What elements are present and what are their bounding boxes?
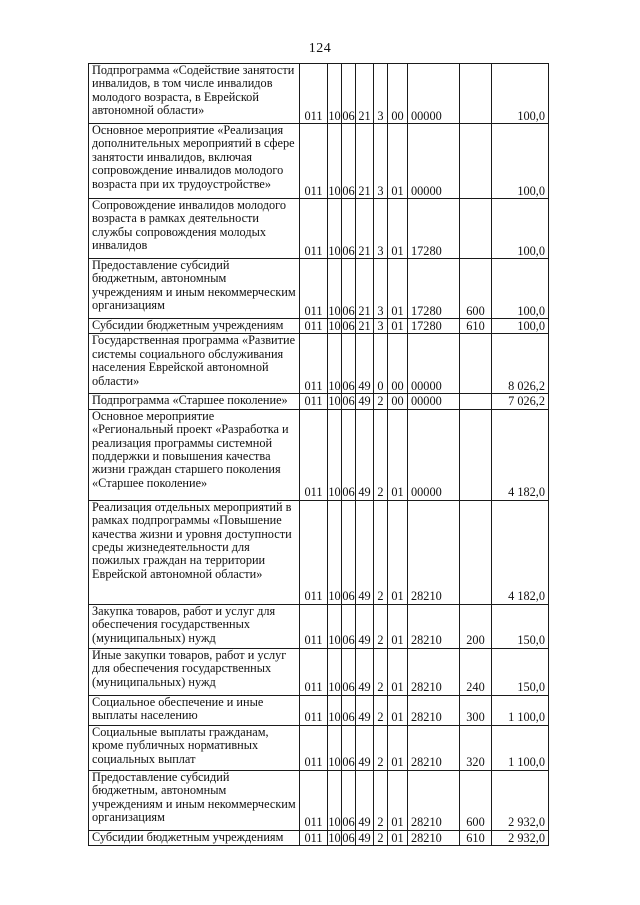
program-code-cell: 49 <box>356 725 374 770</box>
expense-type-cell: 610 <box>460 319 492 334</box>
subsection-code-cell: 06 <box>342 604 356 648</box>
table-row <box>89 500 549 604</box>
direction-code-cell: 28210 <box>408 695 460 725</box>
expense-type-cell <box>460 124 492 199</box>
subprogram-code-cell: 3 <box>374 64 388 124</box>
table-row <box>89 648 549 695</box>
row-name-cell: Сопровождение инвалидов молодого возраста в рамках деятельности службы сопровождения молодых инвалидов <box>89 199 300 259</box>
subsection-code-cell: 06 <box>342 319 355 333</box>
row-name-cell: Субсидии бюджетным учреждениям <box>89 319 300 334</box>
program-code-cell: 49 <box>356 770 374 830</box>
direction-code-cell: 28210 <box>408 648 460 695</box>
subprogram-code-cell: 3 <box>374 124 388 199</box>
ministry-code-cell: 011 <box>300 64 328 124</box>
amount-cell: 4 182,0 <box>492 409 549 500</box>
subprogram-code-cell: 2 <box>374 500 388 604</box>
event-code-cell: 01 <box>388 500 408 604</box>
section-code-cell: 10 <box>328 725 342 770</box>
row-name-cell: Реализация отдельных мероприятий в рамках подпрограммы «Повышение качества жизни и уровня доступности среды жизнедеятельности для пожилых граждан на территории Еврейской автономной области» <box>89 500 300 604</box>
program-code-cell: 21 <box>356 124 374 199</box>
program-code-cell: 49 <box>356 830 374 845</box>
event-code-cell: 01 <box>388 830 408 845</box>
direction-code-cell: 00000 <box>408 409 460 500</box>
amount-cell: 4 182,0 <box>492 500 549 604</box>
direction-code-cell: 17280 <box>408 199 460 259</box>
table-row <box>89 334 549 394</box>
subprogram-code-cell: 2 <box>374 604 388 648</box>
ministry-code-cell: 011 <box>300 770 328 830</box>
program-code-cell: 49 <box>356 500 374 604</box>
program-code-cell: 21 <box>356 319 374 334</box>
program-code-cell: 49 <box>356 394 374 409</box>
row-name-cell: Подпрограмма «Содействие занятости инвалидов, в том числе инвалидов молодого возраста, в Еврейской автономной области» <box>89 64 300 124</box>
direction-code-cell: 00000 <box>408 124 460 199</box>
direction-code-cell: 28210 <box>408 830 460 845</box>
expense-type-cell: 610 <box>460 830 492 845</box>
program-code-cell: 21 <box>356 199 374 259</box>
amount-cell: 100,0 <box>492 259 549 319</box>
subsection-code-cell: 06 <box>342 334 356 394</box>
subprogram-code-cell: 3 <box>374 319 388 334</box>
expense-type-cell <box>460 500 492 604</box>
event-code-cell: 01 <box>388 725 408 770</box>
direction-code-cell: 28210 <box>408 604 460 648</box>
table-row <box>89 199 549 259</box>
subprogram-code-cell: 3 <box>374 259 388 319</box>
amount-cell: 100,0 <box>492 124 549 199</box>
ministry-code-cell: 011 <box>300 695 328 725</box>
expense-type-cell: 240 <box>460 648 492 695</box>
row-name-cell: Субсидии бюджетным учреждениям <box>89 830 300 845</box>
subsection-code-cell: 06 <box>342 830 355 845</box>
table-row <box>89 259 549 319</box>
event-code-cell: 00 <box>388 334 408 394</box>
subprogram-code-cell: 2 <box>374 725 388 770</box>
subprogram-code-cell: 2 <box>374 770 388 830</box>
subprogram-code-cell: 2 <box>374 409 388 500</box>
event-code-cell: 01 <box>388 199 408 259</box>
amount-cell: 2 932,0 <box>492 830 549 845</box>
subsection-code-cell: 06 <box>342 199 356 259</box>
event-code-cell: 01 <box>388 409 408 500</box>
table-row <box>89 64 549 124</box>
ministry-code-cell: 011 <box>300 725 328 770</box>
subprogram-code-cell: 3 <box>374 199 388 259</box>
expense-type-cell: 300 <box>460 695 492 725</box>
ministry-code-cell: 011 <box>300 319 328 334</box>
table-row <box>89 695 549 725</box>
table-row <box>89 124 549 199</box>
subsection-code-cell: 06 <box>342 409 356 500</box>
expense-type-cell: 600 <box>460 770 492 830</box>
amount-cell: 150,0 <box>492 648 549 695</box>
row-name-cell: Государственная программа «Развитие системы социального обслуживания населения Еврейской автономной области» <box>89 334 300 394</box>
table-row <box>89 409 549 500</box>
row-name-cell: Основное мероприятие «Реализация дополнительных мероприятий в сфере занятости инвалидов, включая сопровождение инвалидов молодого возраста при их трудоустройстве» <box>89 124 300 199</box>
event-code-cell: 01 <box>388 319 408 334</box>
event-code-cell: 01 <box>388 604 408 648</box>
amount-cell: 8 026,2 <box>492 334 549 394</box>
ministry-code-cell: 011 <box>300 199 328 259</box>
event-code-cell: 00 <box>388 64 408 124</box>
section-code-cell: 10 <box>328 319 341 333</box>
subsection-code-cell: 06 <box>342 695 356 725</box>
section-code-cell: 10 <box>328 334 342 394</box>
ministry-code-cell: 011 <box>300 124 328 199</box>
amount-cell: 100,0 <box>492 319 549 334</box>
expense-type-cell <box>460 64 492 124</box>
section-code-cell: 10 <box>328 648 342 695</box>
row-name-cell: Социальное обеспечение и иные выплаты населению <box>89 695 300 725</box>
row-name-cell: Подпрограмма «Старшее поколение» <box>89 394 300 409</box>
amount-cell: 100,0 <box>492 199 549 259</box>
direction-code-cell: 17280 <box>408 319 460 334</box>
row-name-cell: Основное мероприятие «Региональный проект «Разработка и реализация программы системной поддержки и повышения качества жизни граждан старшего поколения «Старшее поколение» <box>89 409 300 500</box>
ministry-code-cell: 011 <box>300 500 328 604</box>
table-row <box>89 770 549 830</box>
amount-cell: 1 100,0 <box>492 695 549 725</box>
budget-table <box>88 63 549 846</box>
expense-type-cell <box>460 334 492 394</box>
subprogram-code-cell: 2 <box>374 695 388 725</box>
row-name-cell: Социальные выплаты гражданам, кроме публичных нормативных социальных выплат <box>89 725 300 770</box>
section-code-cell: 10 <box>328 64 342 124</box>
section-code-cell: 10 <box>328 259 342 319</box>
section-code-cell: 10 <box>328 500 342 604</box>
table-row <box>89 319 549 334</box>
direction-code-cell: 28210 <box>408 500 460 604</box>
expense-type-cell <box>460 409 492 500</box>
direction-code-cell: 28210 <box>408 770 460 830</box>
program-code-cell: 49 <box>356 604 374 648</box>
expense-type-cell: 320 <box>460 725 492 770</box>
expense-type-cell <box>460 394 492 409</box>
row-name-cell: Закупка товаров, работ и услуг для обеспечения государственных (муниципальных) нужд <box>89 604 300 648</box>
event-code-cell: 01 <box>388 695 408 725</box>
ministry-code-cell: 011 <box>300 394 328 409</box>
subsection-code-cell: 06 <box>342 725 356 770</box>
program-code-cell: 49 <box>356 409 374 500</box>
event-code-cell: 01 <box>388 770 408 830</box>
subsection-code-cell: 06 <box>342 64 356 124</box>
section-code-cell: 10 <box>328 695 342 725</box>
program-code-cell: 49 <box>356 334 374 394</box>
direction-code-cell: 00000 <box>408 334 460 394</box>
row-name-cell: Предоставление субсидий бюджетным, автономным учреждениям и иным некоммерческим организациям <box>89 770 300 830</box>
event-code-cell: 00 <box>388 394 408 409</box>
section-code-cell: 10 <box>328 604 342 648</box>
program-code-cell: 49 <box>356 648 374 695</box>
amount-cell: 100,0 <box>492 64 549 124</box>
table-row <box>89 394 549 409</box>
subsection-code-cell: 06 <box>342 259 356 319</box>
section-code-cell: 10 <box>328 830 341 845</box>
budget-table-body <box>89 64 549 846</box>
ministry-code-cell: 011 <box>300 830 328 845</box>
table-row <box>89 830 549 845</box>
expense-type-cell: 200 <box>460 604 492 648</box>
program-code-cell: 21 <box>356 259 374 319</box>
subsection-code-cell: 06 <box>342 648 356 695</box>
section-code-cell: 10 <box>328 199 342 259</box>
ministry-code-cell: 011 <box>300 648 328 695</box>
amount-cell: 2 932,0 <box>492 770 549 830</box>
direction-code-cell: 28210 <box>408 725 460 770</box>
row-name-cell: Предоставление субсидий бюджетным, автономным учреждениям и иным некоммерческим организациям <box>89 259 300 319</box>
subprogram-code-cell: 2 <box>374 394 388 409</box>
program-code-cell: 21 <box>356 64 374 124</box>
amount-cell: 1 100,0 <box>492 725 549 770</box>
ministry-code-cell: 011 <box>300 334 328 394</box>
subsection-code-cell: 06 <box>342 124 356 199</box>
subsection-code-cell: 06 <box>342 394 355 409</box>
event-code-cell: 01 <box>388 124 408 199</box>
page-number: 124 <box>308 41 332 56</box>
event-code-cell: 01 <box>388 259 408 319</box>
ministry-code-cell: 011 <box>300 409 328 500</box>
expense-type-cell: 600 <box>460 259 492 319</box>
table-row <box>89 725 549 770</box>
direction-code-cell: 00000 <box>408 64 460 124</box>
subprogram-code-cell: 2 <box>374 830 388 845</box>
row-name-cell: Иные закупки товаров, работ и услуг для обеспечения государственных (муниципальных) нужд <box>89 648 300 695</box>
program-code-cell: 49 <box>356 695 374 725</box>
section-code-cell: 10 <box>328 124 342 199</box>
direction-code-cell: 00000 <box>408 394 460 409</box>
subprogram-code-cell: 2 <box>374 648 388 695</box>
section-code-cell: 10 <box>328 409 342 500</box>
section-code-cell: 10 <box>328 394 341 409</box>
amount-cell: 7 026,2 <box>492 394 549 409</box>
ministry-code-cell: 011 <box>300 259 328 319</box>
expense-type-cell <box>460 199 492 259</box>
table-row <box>89 604 549 648</box>
section-code-cell: 10 <box>328 770 342 830</box>
ministry-code-cell: 011 <box>300 604 328 648</box>
subsection-code-cell: 06 <box>342 770 356 830</box>
event-code-cell: 01 <box>388 648 408 695</box>
amount-cell: 150,0 <box>492 604 549 648</box>
subprogram-code-cell: 0 <box>374 334 388 394</box>
subsection-code-cell: 06 <box>342 500 356 604</box>
direction-code-cell: 17280 <box>408 259 460 319</box>
